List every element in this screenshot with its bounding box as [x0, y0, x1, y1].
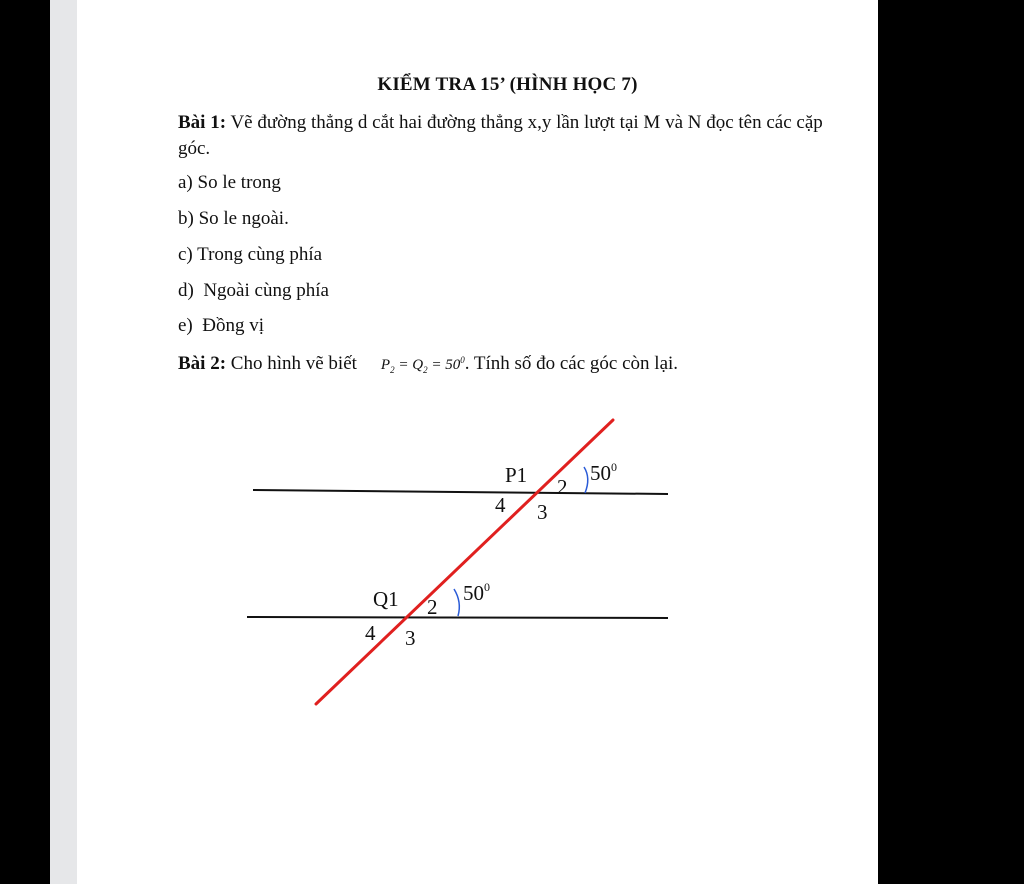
exercise-1-item-d: d) Ngoài cùng phía — [178, 280, 329, 301]
label-q1: Q1 — [373, 587, 399, 611]
viewer-gutter — [50, 0, 77, 884]
geometry-figure — [77, 0, 878, 884]
document-page — [77, 0, 878, 884]
label-p-angle-4: 4 — [495, 493, 506, 517]
label-q-angle-4: 4 — [365, 621, 376, 645]
label-p1: P1 — [505, 463, 528, 487]
label-p-angle-2: 2 — [557, 475, 568, 499]
exercise-1-label: Bài 1: — [178, 112, 227, 133]
exercise-2-label: Bài 2: — [178, 353, 227, 374]
exercise-1-item-c: c) Trong cùng phía — [178, 244, 323, 265]
exercise-2-text-end: . Tính số đo các góc còn lại. — [464, 353, 679, 374]
angle-formula: $P_2 = Q_2 = 50^0$ — [380, 355, 465, 375]
lower-line — [247, 617, 668, 618]
label-q-angle-3: 3 — [405, 626, 416, 650]
exercise-1-item-e: e) Đồng vị — [178, 315, 265, 336]
exercise-2-text: Cho hình vẽ biết — [226, 353, 357, 374]
exercise-1-item-a: a) So le trong — [178, 172, 281, 193]
label-q-angle-value: $50^0$ — [463, 580, 490, 605]
upper-line — [253, 490, 668, 494]
label-p-angle-3: 3 — [537, 500, 548, 524]
label-q-angle-2: 2 — [427, 595, 438, 619]
transversal-line — [316, 420, 613, 704]
exercise-1-item-b: b) So le ngoài. — [178, 208, 289, 229]
label-p-angle-value: $50^0$ — [590, 460, 617, 485]
exercise-1-text: Vẽ đường thẳng d cắt hai đường thẳng x,y lần lượt tại M và N đọc tên các cặp góc. — [178, 112, 823, 159]
upper-angle-arc — [584, 467, 588, 493]
page-title: KIỂM TRA 15’ (HÌNH HỌC 7) — [377, 74, 638, 95]
lower-angle-arc — [454, 589, 459, 616]
